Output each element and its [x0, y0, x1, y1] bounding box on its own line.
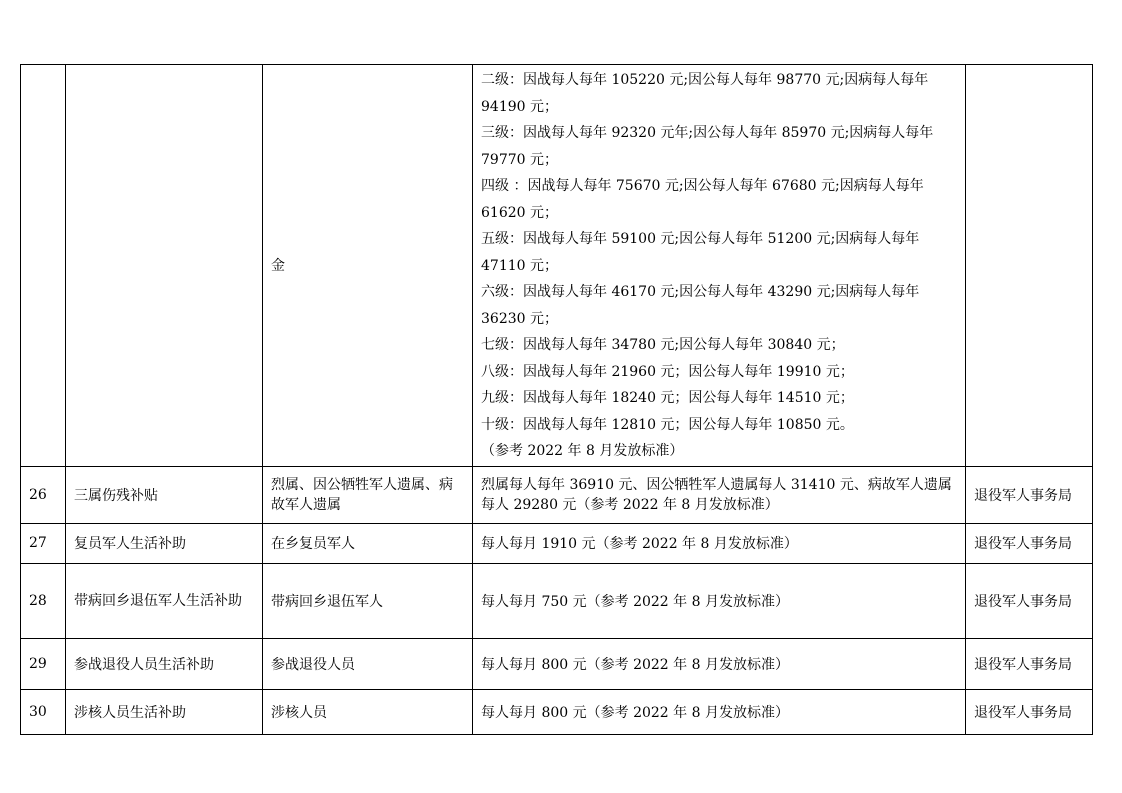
cell-target — [263, 65, 473, 467]
subsidy-target: 涉核人员 — [263, 689, 473, 734]
standard-line: 六级：因战每人每年 46170 元;因公每人每年 43290 元;因病每人每年 36230 元； — [481, 284, 920, 327]
subsidy-item: 参战退役人员生活补助 — [66, 638, 263, 689]
cell-item — [66, 65, 263, 467]
subsidy-target: 在乡复员军人 — [263, 523, 473, 563]
table-row — [21, 466, 1093, 523]
subsidy-item: 三属伤残补贴 — [66, 466, 263, 523]
standard-line: 十级：因战每人每年 12810 元；因公每人每年 10850 元。 — [481, 416, 854, 433]
subsidy-table — [20, 64, 1093, 735]
table-row — [21, 689, 1093, 734]
item-name-tail: 金 — [271, 257, 285, 274]
responsible-dept: 退役军人事务局 — [966, 466, 1093, 523]
responsible-dept: 退役军人事务局 — [966, 523, 1093, 563]
cell-dept — [966, 65, 1093, 467]
table-row — [21, 638, 1093, 689]
responsible-dept: 退役军人事务局 — [966, 638, 1093, 689]
subsidy-standard: 每人每月 1910 元（参考 2022 年 8 月发放标准） — [473, 523, 966, 563]
cell-no — [21, 65, 66, 467]
table-row-continuation — [21, 65, 1093, 467]
standard-line: （参考 2022 年 8 月发放标准） — [481, 443, 684, 459]
subsidy-standard: 每人每月 750 元（参考 2022 年 8 月发放标准） — [473, 563, 966, 638]
row-number: 27 — [21, 523, 66, 563]
row-number: 29 — [21, 638, 66, 689]
subsidy-target: 烈属、因公牺牲军人遗属、病故军人遗属 — [263, 466, 473, 523]
subsidy-standard: 烈属每人每年 36910 元、因公牺牲军人遗属每人 31410 元、病故军人遗属每人 29280 元（参考 2022 年 8 月发放标准） — [473, 466, 966, 523]
standard-line: 三级：因战每人每年 92320 元年;因公每人每年 85970 元;因病每人每年 79770 元； — [481, 125, 934, 168]
subsidy-item: 复员军人生活补助 — [66, 523, 263, 563]
subsidy-target: 参战退役人员 — [263, 638, 473, 689]
subsidy-standard: 每人每月 800 元（参考 2022 年 8 月发放标准） — [473, 689, 966, 734]
standard-line: 九级：因战每人每年 18240 元；因公每人每年 14510 元； — [481, 390, 854, 406]
standard-line: 五级：因战每人每年 59100 元;因公每人每年 51200 元;因病每人每年 47110 元； — [481, 231, 920, 274]
subsidy-item: 带病回乡退伍军人生活补助 — [66, 563, 263, 638]
row-number: 30 — [21, 689, 66, 734]
cell-standard — [473, 65, 966, 467]
responsible-dept: 退役军人事务局 — [966, 563, 1093, 638]
standard-line: 七级：因战每人每年 34780 元;因公每人每年 30840 元； — [481, 337, 845, 353]
standard-line: 八级：因战每人每年 21960 元；因公每人每年 19910 元； — [481, 363, 854, 380]
standard-lines — [481, 65, 957, 466]
standard-line: 二级：因战每人每年 105220 元;因公每人每年 98770 元;因病每人每年 94190 元； — [481, 72, 929, 115]
row-number: 26 — [21, 466, 66, 523]
subsidy-item: 涉核人员生活补助 — [66, 689, 263, 734]
subsidy-standard: 每人每月 800 元（参考 2022 年 8 月发放标准） — [473, 638, 966, 689]
table-row — [21, 523, 1093, 563]
subsidy-target: 带病回乡退伍军人 — [263, 563, 473, 638]
table-row — [21, 563, 1093, 638]
row-number: 28 — [21, 563, 66, 638]
standard-line: 四级 ：因战每人每年 75670 元;因公每人每年 67680 元;因病每人每年 61620 元； — [481, 178, 924, 221]
responsible-dept: 退役军人事务局 — [966, 689, 1093, 734]
